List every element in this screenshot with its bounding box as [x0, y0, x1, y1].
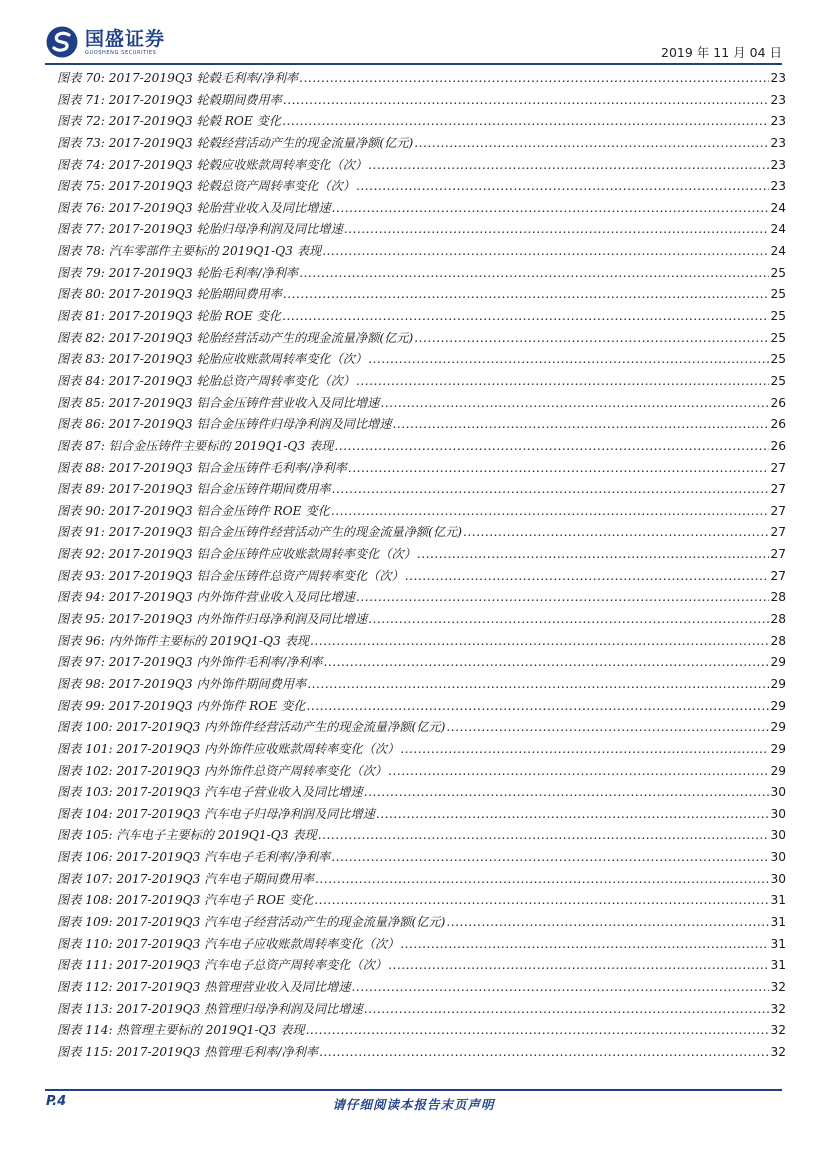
toc-entry-page: 27: [770, 568, 786, 583]
toc-entry-page: 24: [770, 244, 786, 259]
logo-chinese-name: 国盛证券: [85, 27, 166, 50]
toc-entry[interactable]: [57, 436, 786, 458]
toc-entry-page: 31: [770, 893, 786, 908]
toc-entry-title: 图表 80: 2017-2019Q3 轮胎期间费用率: [57, 287, 282, 302]
toc-entry-title: 图表 109: 2017-2019Q3 汽车电子经营活动产生的现金流量净额(亿元): [57, 914, 446, 929]
toc-entry[interactable]: [57, 631, 786, 653]
toc-entry-title: 图表 85: 2017-2019Q3 铝合金压铸件营业收入及同比增速: [57, 395, 380, 410]
toc-dot-leader: [348, 458, 770, 480]
toc-entry[interactable]: [57, 458, 786, 480]
toc-dot-leader: [393, 414, 770, 436]
toc-dot-leader: [332, 479, 770, 501]
toc-entry[interactable]: [57, 761, 786, 783]
toc-entry-page: 24: [770, 200, 786, 215]
toc-entry[interactable]: [57, 587, 786, 609]
toc-entry-page: 31: [770, 936, 786, 951]
toc-dot-leader: [322, 241, 769, 263]
footer-divider: [45, 1089, 782, 1091]
logo-mark-icon: [45, 25, 79, 59]
toc-dot-leader: [283, 284, 770, 306]
toc-entry-page: 30: [770, 850, 786, 865]
toc-dot-leader: [282, 111, 769, 133]
toc-dot-leader: [388, 761, 769, 783]
toc-entry-title: 图表 110: 2017-2019Q3 汽车电子应收账款周转率变化（次）: [57, 936, 400, 951]
toc-entry-page: 23: [770, 157, 786, 172]
toc-entry-page: 29: [770, 655, 786, 670]
toc-entry[interactable]: [57, 371, 786, 393]
toc-dot-leader: [331, 501, 770, 523]
toc-entry-page: 32: [770, 1001, 786, 1016]
toc-entry-page: 23: [770, 135, 786, 150]
toc-entry-title: 图表 81: 2017-2019Q3 轮胎 ROE 变化: [57, 309, 282, 324]
toc-dot-leader: [314, 890, 769, 912]
toc-entry-title: 图表 113: 2017-2019Q3 热管理归母净利润及同比增速: [57, 1001, 363, 1016]
toc-entry-page: 27: [770, 525, 786, 540]
toc-entry[interactable]: [57, 674, 786, 696]
toc-dot-leader: [388, 955, 769, 977]
toc-entry-title: 图表 75: 2017-2019Q3 轮毂总资产周转率变化（次）: [57, 179, 355, 194]
toc-entry-page: 29: [770, 698, 786, 713]
toc-entry[interactable]: [57, 825, 786, 847]
toc-entry[interactable]: [57, 133, 786, 155]
toc-entry-title: 图表 90: 2017-2019Q3 铝合金压铸件 ROE 变化: [57, 503, 330, 518]
toc-entry[interactable]: [57, 306, 786, 328]
toc-entry-page: 29: [770, 741, 786, 756]
toc-entry-title: 图表 107: 2017-2019Q3 汽车电子期间费用率: [57, 871, 314, 886]
toc-entry[interactable]: [57, 566, 786, 588]
toc-entry[interactable]: [57, 219, 786, 241]
figure-index-list: [57, 68, 786, 1063]
toc-entry-title: 图表 88: 2017-2019Q3 铝合金压铸件毛利率/净利率: [57, 460, 347, 475]
toc-dot-leader: [368, 609, 769, 631]
toc-entry-page: 24: [770, 222, 786, 237]
toc-entry-title: 图表 89: 2017-2019Q3 铝合金压铸件期间费用率: [57, 482, 331, 497]
toc-entry[interactable]: [57, 739, 786, 761]
toc-entry-title: 图表 102: 2017-2019Q3 内外饰件总资产周转率变化（次）: [57, 763, 388, 778]
toc-entry-page: 26: [770, 438, 786, 453]
toc-dot-leader: [283, 90, 770, 112]
toc-dot-leader: [364, 782, 770, 804]
toc-entry-page: 23: [770, 114, 786, 129]
toc-entry-title: 图表 115: 2017-2019Q3 热管理毛利率/净利率: [57, 1044, 319, 1059]
disclaimer-note: 请仔细阅读本报告末页声明: [332, 1097, 495, 1112]
toc-entry-page: 26: [770, 417, 786, 432]
toc-dot-leader: [319, 1042, 769, 1064]
toc-dot-leader: [356, 587, 770, 609]
toc-entry[interactable]: [57, 912, 786, 934]
toc-entry[interactable]: [57, 544, 786, 566]
toc-dot-leader: [306, 1020, 770, 1042]
toc-entry-page: 27: [770, 547, 786, 562]
toc-dot-leader: [446, 912, 769, 934]
toc-entry-title: 图表 79: 2017-2019Q3 轮胎毛利率/净利率: [57, 265, 299, 280]
toc-entry[interactable]: [57, 999, 786, 1021]
toc-entry-page: 29: [770, 763, 786, 778]
toc-entry-page: 30: [770, 871, 786, 886]
toc-entry-page: 27: [770, 482, 786, 497]
toc-entry-title: 图表 112: 2017-2019Q3 热管理营业收入及同比增速: [57, 979, 351, 994]
toc-entry-title: 图表 92: 2017-2019Q3 铝合金压铸件应收账款周转率变化（次）: [57, 547, 416, 562]
logo-english-name: GUOSHENG SECURITIES: [85, 49, 157, 56]
report-date: 2019 年 11 月 04 日: [661, 45, 782, 60]
toc-entry-page: 23: [770, 92, 786, 107]
toc-entry-title: 图表 97: 2017-2019Q3 内外饰件毛利率/净利率: [57, 655, 323, 670]
toc-entry[interactable]: [57, 890, 786, 912]
toc-dot-leader: [376, 804, 770, 826]
toc-entry[interactable]: [57, 869, 786, 891]
toc-entry-page: 32: [770, 1023, 786, 1038]
toc-entry[interactable]: [57, 501, 786, 523]
toc-entry-page: 30: [770, 785, 786, 800]
toc-dot-leader: [356, 176, 770, 198]
toc-entry[interactable]: [57, 349, 786, 371]
toc-entry-page: 27: [770, 460, 786, 475]
toc-entry[interactable]: [57, 414, 786, 436]
toc-entry-page: 23: [770, 71, 786, 85]
toc-entry-page: 30: [770, 828, 786, 843]
toc-dot-leader: [400, 934, 769, 956]
toc-dot-leader: [299, 263, 769, 285]
page-header: [45, 24, 782, 64]
toc-entry-title: 图表 71: 2017-2019Q3 轮毂期间费用率: [57, 92, 282, 107]
toc-dot-leader: [332, 198, 770, 220]
toc-entry-title: 图表 98: 2017-2019Q3 内外饰件期间费用率: [57, 676, 307, 691]
toc-entry-title: 图表 108: 2017-2019Q3 汽车电子 ROE 变化: [57, 893, 314, 908]
toc-entry-title: 图表 95: 2017-2019Q3 内外饰件归母净利润及同比增速: [57, 612, 368, 627]
toc-entry[interactable]: [57, 847, 786, 869]
toc-entry-title: 图表 111: 2017-2019Q3 汽车电子总资产周转率变化（次）: [57, 958, 388, 973]
toc-entry-title: 图表 72: 2017-2019Q3 轮毂 ROE 变化: [57, 114, 282, 129]
toc-dot-leader: [400, 739, 769, 761]
toc-entry[interactable]: [57, 977, 786, 999]
toc-entry[interactable]: [57, 955, 786, 977]
toc-entry-title: 图表 70: 2017-2019Q3 轮毂毛利率/净利率: [57, 71, 299, 85]
toc-entry-page: 30: [770, 806, 786, 821]
toc-dot-leader: [356, 371, 770, 393]
toc-entry-page: 31: [770, 958, 786, 973]
toc-dot-leader: [306, 696, 769, 718]
toc-entry-title: 图表 82: 2017-2019Q3 轮胎经营活动产生的现金流量净额(亿元): [57, 330, 414, 345]
toc-dot-leader: [307, 674, 769, 696]
page-number: P.4: [46, 1094, 67, 1109]
toc-entry[interactable]: [57, 652, 786, 674]
toc-entry-title: 图表 86: 2017-2019Q3 铝合金压铸件归母净利润及同比增速: [57, 417, 392, 432]
toc-entry-title: 图表 101: 2017-2019Q3 内外饰件应收账款周转率变化（次）: [57, 741, 400, 756]
toc-entry-title: 图表 77: 2017-2019Q3 轮胎归母净利润及同比增速: [57, 222, 343, 237]
toc-entry[interactable]: [57, 155, 786, 177]
toc-entry[interactable]: [57, 176, 786, 198]
toc-dot-leader: [417, 544, 770, 566]
toc-entry[interactable]: [57, 696, 786, 718]
toc-entry[interactable]: [57, 90, 786, 112]
toc-entry-title: 图表 99: 2017-2019Q3 内外饰件 ROE 变化: [57, 698, 306, 713]
toc-entry[interactable]: [57, 198, 786, 220]
toc-dot-leader: [352, 977, 770, 999]
toc-entry[interactable]: [57, 241, 786, 263]
toc-entry-title: 图表 94: 2017-2019Q3 内外饰件营业收入及同比增速: [57, 590, 355, 605]
toc-entry-title: 图表 100: 2017-2019Q3 内外饰件经营活动产生的现金流量净额(亿元): [57, 720, 446, 735]
toc-entry-page: 25: [770, 330, 786, 345]
toc-entry[interactable]: [57, 328, 786, 350]
toc-entry-page: 29: [770, 676, 786, 691]
toc-entry-page: 25: [770, 352, 786, 367]
toc-dot-leader: [344, 219, 770, 241]
toc-dot-leader: [364, 999, 770, 1021]
toc-entry[interactable]: [57, 284, 786, 306]
toc-entry-title: 图表 73: 2017-2019Q3 轮毂经营活动产生的现金流量净额(亿元): [57, 135, 414, 150]
toc-entry-page: 25: [770, 265, 786, 280]
toc-entry[interactable]: [57, 1020, 786, 1042]
toc-entry[interactable]: [57, 782, 786, 804]
toc-entry-title: 图表 87: 铝合金压铸件主要标的 2019Q1-Q3 表现: [57, 438, 334, 453]
toc-entry-title: 图表 78: 汽车零部件主要标的 2019Q1-Q3 表现: [57, 244, 322, 259]
toc-entry-title: 图表 74: 2017-2019Q3 轮毂应收账款周转率变化（次）: [57, 157, 368, 172]
toc-entry-title: 图表 84: 2017-2019Q3 轮胎总资产周转率变化（次）: [57, 373, 355, 388]
toc-entry[interactable]: [57, 68, 786, 90]
toc-dot-leader: [315, 869, 770, 891]
toc-entry-page: 28: [770, 633, 786, 648]
toc-dot-leader: [380, 393, 769, 415]
toc-entry-page: 26: [770, 395, 786, 410]
toc-entry-page: 31: [770, 914, 786, 929]
toc-entry-page: 28: [770, 612, 786, 627]
toc-entry-page: 23: [770, 179, 786, 194]
toc-dot-leader: [334, 436, 769, 458]
toc-entry-page: 25: [770, 287, 786, 302]
toc-entry-title: 图表 103: 2017-2019Q3 汽车电子营业收入及同比增速: [57, 785, 363, 800]
toc-entry-title: 图表 91: 2017-2019Q3 铝合金压铸件经营活动产生的现金流量净额(亿元): [57, 525, 462, 540]
toc-dot-leader: [446, 717, 769, 739]
toc-entry[interactable]: [57, 393, 786, 415]
toc-entry-page: 28: [770, 590, 786, 605]
toc-entry[interactable]: [57, 609, 786, 631]
toc-entry-title: 图表 96: 内外饰件主要标的 2019Q1-Q3 表现: [57, 633, 309, 648]
toc-entry-title: 图表 83: 2017-2019Q3 轮胎应收账款周转率变化（次）: [57, 352, 368, 367]
toc-dot-leader: [310, 631, 769, 653]
toc-dot-leader: [414, 328, 769, 350]
toc-dot-leader: [414, 133, 769, 155]
toc-dot-leader: [405, 566, 770, 588]
header-divider: [45, 63, 782, 65]
toc-entry-page: 27: [770, 503, 786, 518]
toc-dot-leader: [299, 68, 769, 90]
toc-entry-page: 25: [770, 373, 786, 388]
toc-entry-title: 图表 106: 2017-2019Q3 汽车电子毛利率/净利率: [57, 850, 331, 865]
toc-entry[interactable]: [57, 522, 786, 544]
toc-entry[interactable]: [57, 717, 786, 739]
toc-dot-leader: [282, 306, 769, 328]
toc-entry-page: 25: [770, 309, 786, 324]
toc-dot-leader: [463, 522, 770, 544]
toc-entry-title: 图表 105: 汽车电子主要标的 2019Q1-Q3 表现: [57, 828, 317, 843]
company-logo: [45, 24, 165, 60]
toc-entry-page: 32: [770, 979, 786, 994]
toc-dot-leader: [324, 652, 770, 674]
toc-dot-leader: [331, 847, 769, 869]
toc-dot-leader: [318, 825, 770, 847]
toc-entry-title: 图表 93: 2017-2019Q3 铝合金压铸件总资产周转率变化（次）: [57, 568, 404, 583]
toc-dot-leader: [368, 349, 769, 371]
toc-entry[interactable]: [57, 111, 786, 133]
toc-entry-title: 图表 114: 热管理主要标的 2019Q1-Q3 表现: [57, 1023, 305, 1038]
toc-entry[interactable]: [57, 263, 786, 285]
toc-entry-title: 图表 76: 2017-2019Q3 轮胎营业收入及同比增速: [57, 200, 331, 215]
toc-entry[interactable]: [57, 804, 786, 826]
toc-entry[interactable]: [57, 1042, 786, 1064]
toc-entry[interactable]: [57, 479, 786, 501]
toc-entry-title: 图表 104: 2017-2019Q3 汽车电子归母净利润及同比增速: [57, 806, 375, 821]
toc-dot-leader: [368, 155, 769, 177]
toc-entry-page: 32: [770, 1044, 786, 1059]
toc-entry[interactable]: [57, 934, 786, 956]
toc-entry-page: 29: [770, 720, 786, 735]
